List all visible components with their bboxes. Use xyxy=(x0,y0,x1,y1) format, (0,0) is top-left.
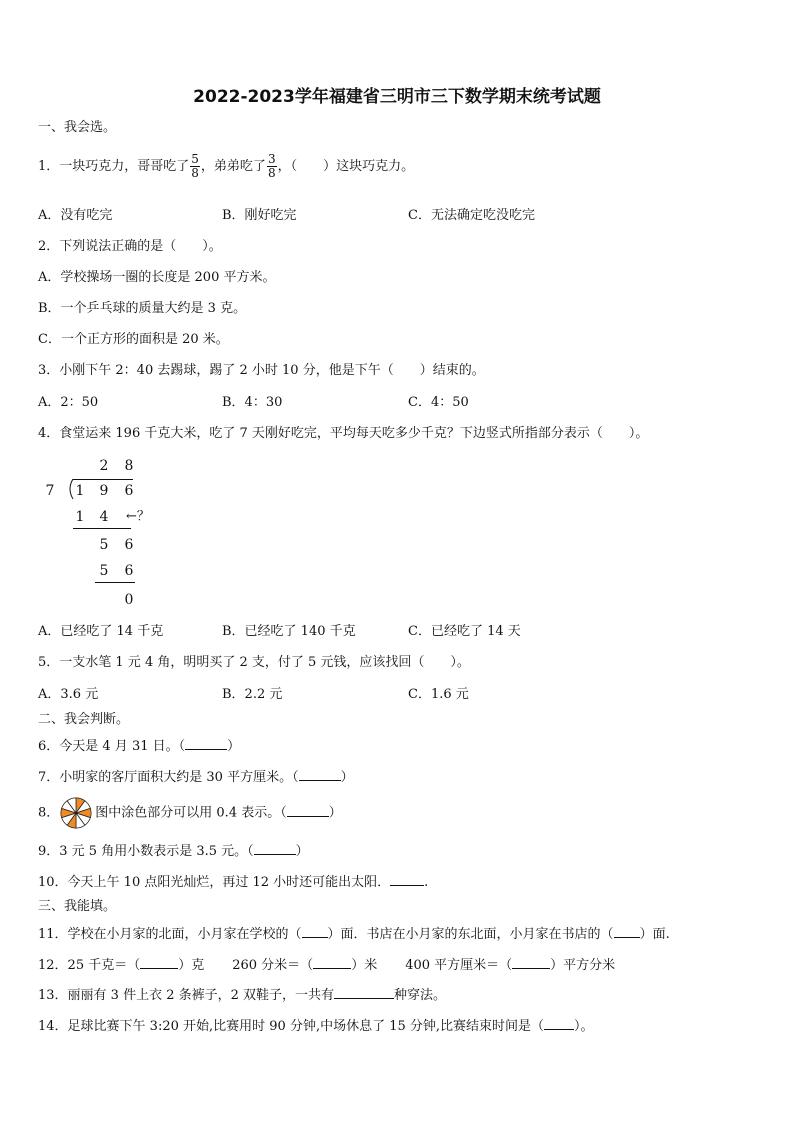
shaded-circle-figure xyxy=(59,796,93,830)
q13-part-b: 种穿法。 xyxy=(394,988,447,1003)
answer-blank[interactable] xyxy=(614,937,640,938)
q1-option-b[interactable]: B．刚好吃完 xyxy=(222,208,297,223)
section-heading-judge: 二、我会判断。 xyxy=(38,712,130,727)
q4-option-c[interactable]: C．已经吃了 14 天 xyxy=(408,624,521,639)
q12-part-a: 12．25 千克＝（ xyxy=(38,958,141,973)
q9-text: 9．3 元 5 角用小数表示是 3.5 元。（ xyxy=(38,844,254,859)
q10-text: 10．今天上午 10 点阳光灿烂，再过 12 小时还可能出太阳． xyxy=(38,875,391,890)
question-14 xyxy=(38,1018,594,1036)
q8-text: 图中涂色部分可以用 0.4 表示。（ xyxy=(95,805,287,821)
q5-option-c[interactable]: C．1.6 元 xyxy=(408,687,469,702)
answer-blank[interactable] xyxy=(544,1029,574,1030)
answer-blank[interactable] xyxy=(299,780,341,781)
q1-stem-pre: 1．一块巧克力，哥哥吃了 xyxy=(38,159,190,174)
question-9 xyxy=(38,843,309,861)
quotient-digit: 8 xyxy=(124,458,134,474)
fraction-five-eighths xyxy=(190,153,200,180)
q3-option-a[interactable]: A．2：50 xyxy=(38,395,99,410)
remainder-digit: 6 xyxy=(124,537,134,553)
q7-close: ） xyxy=(340,770,354,785)
answer-blank[interactable] xyxy=(390,885,424,886)
subtrahend-digit: 5 xyxy=(99,563,109,579)
q9-close: ） xyxy=(295,844,309,859)
q12-part-b: ）克 xyxy=(178,958,205,973)
q11-part-b: ）面．书店在小月家的东北面，小月家在书店的（ xyxy=(327,927,614,942)
q1-option-c[interactable]: C．无法确定吃没吃完 xyxy=(408,208,535,223)
q6-text: 6．今天是 4 月 31 日。（ xyxy=(38,739,186,754)
q12-part-d: ）米 xyxy=(351,958,378,973)
question-7 xyxy=(38,769,354,787)
fraction-three-eighths xyxy=(267,153,277,180)
subtrahend-digit: 6 xyxy=(124,563,134,579)
answer-blank[interactable] xyxy=(185,749,227,750)
answer-blank[interactable] xyxy=(287,816,329,817)
answer-blank[interactable] xyxy=(254,854,296,855)
q3-option-b[interactable]: B．4：30 xyxy=(222,395,283,410)
answer-blank[interactable] xyxy=(140,968,178,969)
final-remainder: 0 xyxy=(124,592,134,608)
question-6 xyxy=(38,738,240,756)
question-12 xyxy=(38,957,615,975)
q2-option-c[interactable]: C．一个正方形的面积是 20 米。 xyxy=(38,332,229,347)
section-heading-choice: 一、我会选。 xyxy=(38,120,117,135)
question-1 xyxy=(38,150,414,184)
q3-option-c[interactable]: C．4：50 xyxy=(408,395,469,410)
q12-part-c: 260 分米＝（ xyxy=(232,958,314,973)
fraction-numerator: 5 xyxy=(191,152,199,166)
subtraction-line xyxy=(95,582,135,583)
question-8 xyxy=(38,796,342,831)
question-3-stem: 3．小刚下午 2：40 去踢球，踢了 2 小时 10 分，他是下午（ ）结束的。 xyxy=(38,363,485,378)
answer-blank[interactable] xyxy=(302,937,328,938)
q8-number: 8． xyxy=(38,805,60,821)
division-bar xyxy=(73,479,133,480)
question-4-stem: 4．食堂运来 196 千克大米，吃了 7 天刚好吃完，平均每天吃多少千克？下边竖式所指部分表示（ ）。 xyxy=(38,426,649,441)
answer-blank[interactable] xyxy=(512,968,550,969)
fraction-numerator: 3 xyxy=(267,152,276,166)
remainder-digit: 5 xyxy=(99,537,109,553)
q7-text: 7．小明家的客厅面积大约是 30 平方厘米。（ xyxy=(38,770,299,785)
q6-close: ） xyxy=(227,739,241,754)
q8-close: ） xyxy=(328,805,342,821)
q5-option-b[interactable]: B．2.2 元 xyxy=(222,687,283,702)
q12-part-f: ）平方分米 xyxy=(550,958,616,973)
answer-blank[interactable] xyxy=(334,998,394,999)
q12-part-e: 400 平方厘米＝（ xyxy=(405,958,513,973)
q4-option-b[interactable]: B．已经吃了 140 千克 xyxy=(222,624,356,639)
long-division xyxy=(40,455,170,615)
q4-option-a[interactable]: A．已经吃了 14 千克 xyxy=(38,624,164,639)
q1-stem-post: ，（ ）这块巧克力。 xyxy=(277,159,415,174)
question-13 xyxy=(38,987,446,1005)
q13-part-a: 13．丽丽有 3 件上衣 2 条裤子，2 双鞋子，一共有 xyxy=(38,988,335,1003)
page-title: 2022-2023学年福建省三明市三下数学期末统考试题 xyxy=(193,87,601,107)
section-heading-fill: 三、我能填。 xyxy=(38,899,117,914)
subtraction-line xyxy=(73,528,131,529)
q14-part-a: 14．足球比赛下午 3:20 开始,比赛用时 90 分钟,中场休息了 15 分钟,比赛结束时间是（ xyxy=(38,1019,545,1034)
q1-stem-mid: ，弟弟吃了 xyxy=(200,159,266,174)
q11-part-c: ）面. xyxy=(639,927,670,942)
q2-option-a[interactable]: A．学校操场一圈的长度是 200 平方米。 xyxy=(38,270,276,285)
question-11 xyxy=(38,926,670,944)
q11-part-a: 11．学校在小月家的北面，小月家在学校的（ xyxy=(38,927,302,942)
question-5-stem: 5．一支水笔 1 元 4 角，明明买了 2 支，付了 5 元钱，应该找回（ ）。 xyxy=(38,655,470,670)
q2-option-b[interactable]: B．一个乒乓球的质量大约是 3 克。 xyxy=(38,301,247,316)
divisor: 7 xyxy=(45,483,55,499)
q5-option-a[interactable]: A．3.6 元 xyxy=(38,687,99,702)
dividend-digit: 9 xyxy=(99,483,109,499)
fraction-denominator: 8 xyxy=(267,166,276,180)
quotient-digit: 2 xyxy=(99,458,109,474)
q10-end: . xyxy=(424,875,429,890)
question-2-stem: 2．下列说法正确的是（ ）。 xyxy=(38,239,222,254)
question-arrow: ←？ xyxy=(126,509,150,524)
q1-option-a[interactable]: A．没有吃完 xyxy=(38,208,113,223)
q14-part-b: ）。 xyxy=(574,1019,594,1034)
subtrahend-digit: 1 xyxy=(75,509,85,525)
dividend-digit: 1 xyxy=(75,483,85,499)
question-10 xyxy=(38,874,428,892)
answer-blank[interactable] xyxy=(313,968,351,969)
subtrahend-digit: 4 xyxy=(99,509,109,525)
fraction-denominator: 8 xyxy=(191,166,199,180)
dividend-digit: 6 xyxy=(124,483,134,499)
